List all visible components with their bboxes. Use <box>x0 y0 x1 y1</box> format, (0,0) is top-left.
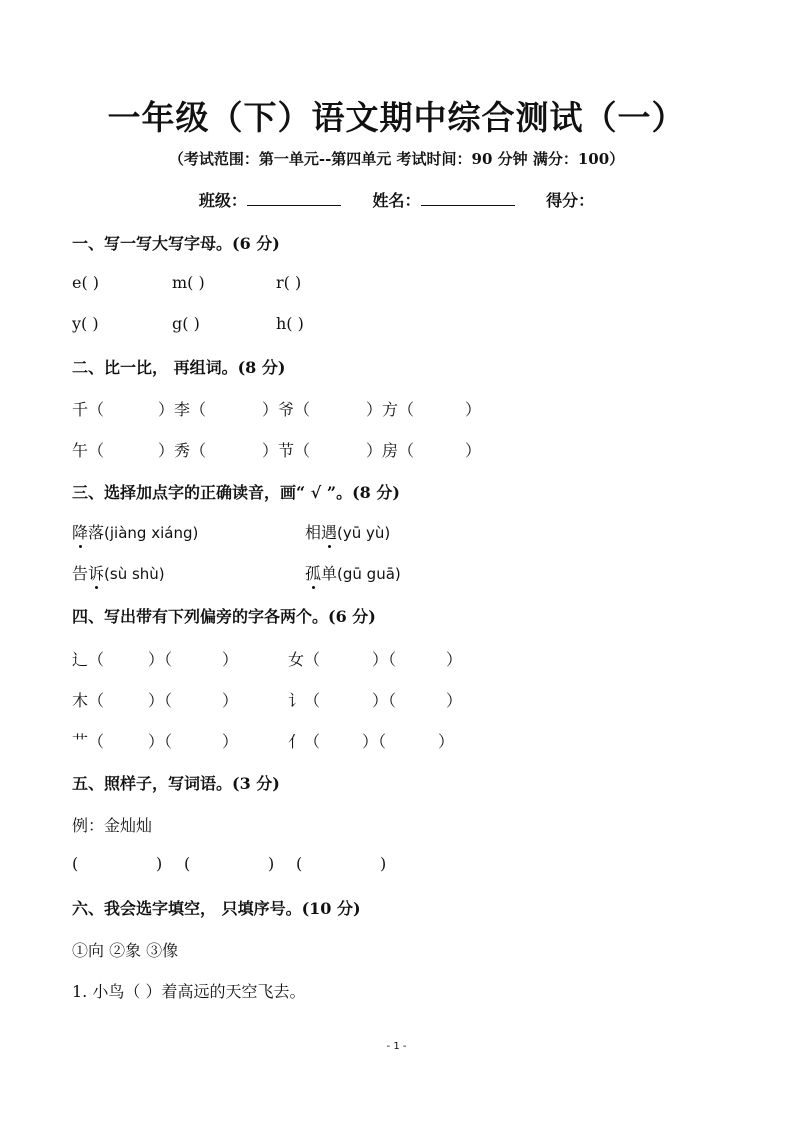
compare-cell: ） <box>465 441 482 460</box>
word-blank-paren: ( <box>72 854 79 873</box>
section3-heading: 三、选择加点字的正确读音，画“ √ ”。(8 分) <box>72 483 400 502</box>
radical-cell: 艹（ <box>72 732 105 751</box>
word-blank-paren: ( <box>296 854 303 873</box>
radical-cell: ）（ <box>148 650 173 669</box>
pinyin-item: 降落(jiàng xiáng) <box>72 520 198 543</box>
question-1: 1. 小鸟（ ）着高远的天空飞去。 <box>72 982 306 1001</box>
radical-cell: ） <box>222 691 239 710</box>
exam-subtitle: （考试范围：第一单元--第四单元 考试时间：90 分钟 满分：100） <box>168 150 625 168</box>
compare-cell: ）秀（ <box>158 441 207 460</box>
letter-item-r: r( ) <box>276 273 302 292</box>
compare-cell: ）节（ <box>262 441 311 460</box>
compare-cell: ） <box>465 400 482 419</box>
section1-heading: 一、写一写大写字母。(6 分) <box>72 234 280 253</box>
score-label: 得分： <box>546 191 595 210</box>
radical-cell: 木（ <box>72 691 105 710</box>
compare-cell: ）李（ <box>158 400 207 419</box>
compare-cell: ）方（ <box>366 400 415 419</box>
letter-item-m: m( ) <box>172 273 205 292</box>
page-title: 一年级（下）语文期中综合测试（一） <box>107 98 686 137</box>
student-info-row <box>0 188 793 211</box>
pinyin-item: 孤单(gū guā) <box>305 561 401 584</box>
example-text: 例：金灿灿 <box>72 816 153 835</box>
radical-cell: ） <box>438 732 455 751</box>
radical-cell: 讠（ <box>288 691 321 710</box>
compare-cell: 午（ <box>72 441 105 460</box>
radical-cell: ）（ <box>372 650 397 669</box>
word-blank-paren: ( <box>184 854 191 873</box>
page-number: - 1 - <box>386 1041 407 1052</box>
dotted-char: 诉 <box>88 561 104 584</box>
class-label: 班级： <box>198 191 247 210</box>
dotted-char: 降 <box>72 520 88 543</box>
class-blank[interactable] <box>247 190 341 206</box>
radical-cell: 女（ <box>288 650 321 669</box>
letter-item-h: h( ) <box>276 314 304 333</box>
dotted-char: 孤 <box>305 561 321 584</box>
radical-cell: 辶（ <box>72 650 105 669</box>
dotted-char: 遇 <box>321 520 337 543</box>
choice-options: ①向 ②象 ③像 <box>72 941 179 960</box>
section2-heading: 二、比一比， 再组词。(8 分) <box>72 358 286 377</box>
name-label: 姓名： <box>372 191 421 210</box>
radical-cell: 亻（ <box>288 732 321 751</box>
letter-item-e: e( ) <box>72 273 100 292</box>
word-blank-paren: ) <box>268 854 275 873</box>
section4-heading: 四、写出带有下列偏旁的字各两个。(6 分) <box>72 607 376 626</box>
radical-cell: ）（ <box>148 691 173 710</box>
radical-cell: ）（ <box>362 732 387 751</box>
radical-cell: ） <box>222 650 239 669</box>
letter-item-g: g( ) <box>172 314 200 333</box>
section6-heading: 六、我会选字填空， 只填序号。(10 分) <box>72 899 361 918</box>
word-blank-paren: ) <box>156 854 163 873</box>
compare-cell: ）爷（ <box>262 400 311 419</box>
radical-cell: ） <box>446 650 463 669</box>
compare-cell: ）房（ <box>366 441 415 460</box>
section5-heading: 五、照样子，写词语。(3 分) <box>72 774 280 793</box>
compare-cell: 千（ <box>72 400 105 419</box>
radical-cell: ） <box>446 691 463 710</box>
name-blank[interactable] <box>421 190 515 206</box>
radical-cell: ）（ <box>148 732 173 751</box>
word-blank-paren: ) <box>380 854 387 873</box>
letter-item-y: y( ) <box>72 314 99 333</box>
pinyin-item: 告诉(sù shù) <box>72 561 165 584</box>
radical-cell: ）（ <box>372 691 397 710</box>
radical-cell: ） <box>222 732 239 751</box>
pinyin-item: 相遇(yū yù) <box>305 520 390 543</box>
